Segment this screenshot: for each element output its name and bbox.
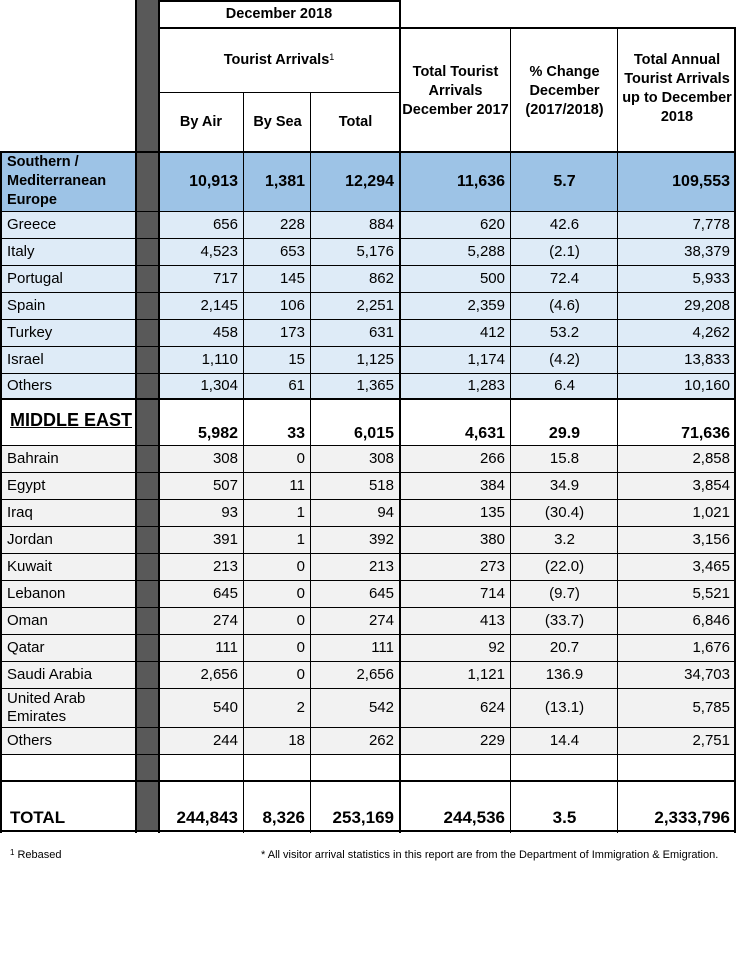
europe-summary-air: 10,913 xyxy=(189,172,238,190)
europe-row-others-prev: 1,283 xyxy=(467,377,505,394)
annual-header: Total Annual Tourist Arrivals up to December 2018 xyxy=(622,52,732,125)
europe-row-italy-air: 4,523 xyxy=(200,242,238,260)
me-row-lebanon-label: Lebanon xyxy=(7,584,66,602)
me-row-kuwait-label: Kuwait xyxy=(7,557,53,575)
europe-row-israel-total: 1,125 xyxy=(356,350,394,368)
europe-row-others-label: Others xyxy=(7,377,53,394)
grid-line xyxy=(399,0,401,833)
europe-row-israel-label: Israel xyxy=(7,350,44,368)
europe-row-portugal-total: 862 xyxy=(368,269,394,287)
grid-line xyxy=(0,526,736,527)
grid-line xyxy=(0,445,736,446)
europe-row-israel-sea: 15 xyxy=(288,350,305,368)
me-row-others-annual: 2,751 xyxy=(692,731,730,749)
me-row-oman-sea: 0 xyxy=(296,611,305,629)
me-row-bahrain-pct: 15.8 xyxy=(549,449,580,467)
me-row-jordan-air: 391 xyxy=(212,530,238,548)
me-row-bahrain-total: 308 xyxy=(368,449,394,467)
me-row-iraq-label: Iraq xyxy=(7,503,33,521)
europe-row-greece-prev: 620 xyxy=(479,215,505,233)
me-row-bahrain-annual: 2,858 xyxy=(692,449,730,467)
grid-line xyxy=(510,28,511,833)
gray-separator-column xyxy=(137,0,158,831)
me-row-oman-air: 274 xyxy=(212,611,238,629)
me-row-united-arab-emirates-label: United Arab Emirates xyxy=(7,689,86,725)
europe-row-turkey-air: 458 xyxy=(212,323,238,341)
me-row-qatar-label: Qatar xyxy=(7,638,45,656)
middle-east-label: MIDDLE EAST xyxy=(10,410,133,430)
europe-summary-label: Southern / Mediterranean Europe xyxy=(7,154,107,208)
tourist-arrivals-label: Tourist Arrivals xyxy=(223,51,330,68)
europe-row-portugal-pct: 72.4 xyxy=(549,269,580,287)
europe-row-spain-annual: 29,208 xyxy=(684,296,730,314)
europe-row-portugal-label: Portugal xyxy=(7,269,63,287)
me-row-saudi-arabia-annual: 34,703 xyxy=(684,665,730,683)
europe-row-italy-prev: 5,288 xyxy=(467,242,505,260)
me-row-bahrain-prev: 266 xyxy=(479,449,505,467)
europe-row-turkey-pct: 53.2 xyxy=(549,323,580,341)
europe-row-greece-sea: 228 xyxy=(279,215,305,233)
grid-line xyxy=(158,0,401,2)
europe-summary-pct: 5.7 xyxy=(553,172,576,190)
grid-line xyxy=(0,607,736,608)
me-row-united-arab-emirates-sea: 2 xyxy=(296,698,305,716)
me-row-united-arab-emirates-total: 542 xyxy=(368,698,394,716)
europe-row-others-sea: 61 xyxy=(288,377,305,394)
me-row-iraq-sea: 1 xyxy=(296,503,305,521)
grid-line xyxy=(0,553,736,554)
me-row-bahrain-sea: 0 xyxy=(296,449,305,467)
europe-row-italy-pct: (2.1) xyxy=(549,242,580,260)
middle-east-summary-total: 6,015 xyxy=(353,425,394,442)
grid-line xyxy=(0,152,2,833)
europe-row-others-annual: 10,160 xyxy=(684,377,730,394)
grid-line xyxy=(0,634,736,635)
europe-row-italy-label: Italy xyxy=(7,242,35,260)
grid-line xyxy=(0,727,736,728)
me-row-lebanon-total: 645 xyxy=(368,584,394,602)
me-row-others-total: 262 xyxy=(368,731,394,749)
me-row-lebanon-air: 645 xyxy=(212,584,238,602)
me-row-united-arab-emirates-annual: 5,785 xyxy=(692,698,730,716)
me-row-kuwait-total: 213 xyxy=(368,557,394,575)
me-row-jordan-prev: 380 xyxy=(479,530,505,548)
me-row-jordan-total: 392 xyxy=(368,530,394,548)
by-sea-header: By Sea xyxy=(253,113,302,130)
me-row-oman-annual: 6,846 xyxy=(692,611,730,629)
me-row-jordan-sea: 1 xyxy=(296,530,305,548)
me-row-egypt-air: 507 xyxy=(212,476,238,494)
grid-line xyxy=(0,238,736,239)
me-row-kuwait-pct: (22.0) xyxy=(544,557,585,575)
middle-east-summary-sea: 33 xyxy=(287,425,305,442)
europe-row-israel-pct: (4.2) xyxy=(549,350,580,368)
europe-row-portugal-prev: 500 xyxy=(479,269,505,287)
rebased-footnote-marker: 1 xyxy=(329,51,335,62)
source-note: * All visitor arrival statistics in this report are from the Department of Immigration & Emigration. xyxy=(261,849,719,861)
europe-row-israel-prev: 1,174 xyxy=(467,350,505,368)
total-row-air: 244,843 xyxy=(176,808,238,827)
europe-row-others-air: 1,304 xyxy=(200,377,238,394)
me-row-qatar-annual: 1,676 xyxy=(692,638,730,656)
grid-line xyxy=(158,0,160,833)
pct-change-header: % Change December (2017/2018) xyxy=(525,63,604,118)
europe-row-greece-total: 884 xyxy=(368,215,394,233)
me-row-qatar-pct: 20.7 xyxy=(549,638,580,656)
europe-summary-total: 12,294 xyxy=(345,172,394,190)
europe-row-others-total: 1,365 xyxy=(356,377,394,394)
me-row-others-sea: 18 xyxy=(288,731,305,749)
europe-row-greece-pct: 42.6 xyxy=(549,215,580,233)
middle-east-summary-pct: 29.9 xyxy=(548,425,581,442)
grid-line xyxy=(0,830,736,832)
me-row-oman-prev: 413 xyxy=(479,611,505,629)
total-2017-header: Total Tourist Arrivals December 2017 xyxy=(402,63,509,118)
europe-row-greece-air: 656 xyxy=(212,215,238,233)
me-row-iraq-pct: (30.4) xyxy=(544,503,585,521)
me-row-oman-total: 274 xyxy=(368,611,394,629)
middle-east-summary-annual: 71,636 xyxy=(681,425,730,442)
grid-line xyxy=(0,265,736,266)
europe-summary-annual: 109,553 xyxy=(672,172,730,190)
me-row-saudi-arabia-prev: 1,121 xyxy=(467,665,505,683)
me-row-kuwait-sea: 0 xyxy=(296,557,305,575)
me-row-kuwait-annual: 3,465 xyxy=(692,557,730,575)
europe-row-others-pct: 6.4 xyxy=(554,377,575,394)
me-row-oman-pct: (33.7) xyxy=(544,611,585,629)
me-row-united-arab-emirates-air: 540 xyxy=(212,698,238,716)
europe-row-turkey-label: Turkey xyxy=(7,323,53,341)
me-row-lebanon-sea: 0 xyxy=(296,584,305,602)
month-header: December 2018 xyxy=(225,5,333,22)
me-row-jordan-annual: 3,156 xyxy=(692,530,730,548)
europe-row-turkey-total: 631 xyxy=(368,323,394,341)
europe-summary-sea: 1,381 xyxy=(264,172,305,190)
me-row-jordan-label: Jordan xyxy=(7,530,53,548)
me-row-others-air: 244 xyxy=(212,731,238,749)
me-row-kuwait-prev: 273 xyxy=(479,557,505,575)
me-row-united-arab-emirates-pct: (13.1) xyxy=(544,698,585,716)
grid-line xyxy=(158,92,400,93)
me-row-others-prev: 229 xyxy=(479,731,505,749)
me-row-egypt-label: Egypt xyxy=(7,476,46,494)
grid-line xyxy=(310,92,311,833)
europe-row-israel-air: 1,110 xyxy=(201,350,238,368)
grid-line xyxy=(734,28,736,833)
europe-row-turkey-annual: 4,262 xyxy=(692,323,730,341)
me-row-egypt-annual: 3,854 xyxy=(692,476,730,494)
me-row-saudi-arabia-pct: 136.9 xyxy=(545,665,584,683)
me-row-qatar-air: 111 xyxy=(215,638,238,656)
grid-line xyxy=(0,211,736,212)
grid-line xyxy=(0,398,736,400)
grid-line xyxy=(0,292,736,293)
middle-east-summary-air: 5,982 xyxy=(197,425,238,442)
tourist-arrivals-header xyxy=(158,28,400,92)
total-row-sea: 8,326 xyxy=(262,808,305,827)
grid-line xyxy=(158,27,736,29)
europe-row-spain-pct: (4.6) xyxy=(549,296,580,314)
me-row-bahrain-label: Bahrain xyxy=(7,449,59,467)
europe-row-greece-annual: 7,778 xyxy=(692,215,730,233)
me-row-kuwait-air: 213 xyxy=(212,557,238,575)
grid-line xyxy=(135,0,137,833)
europe-row-portugal-sea: 145 xyxy=(279,269,305,287)
grid-line xyxy=(0,661,736,662)
grid-line xyxy=(0,319,736,320)
europe-row-portugal-air: 717 xyxy=(212,269,238,287)
me-row-qatar-prev: 92 xyxy=(488,638,505,656)
grid-line xyxy=(0,580,736,581)
me-row-lebanon-prev: 714 xyxy=(479,584,505,602)
me-row-lebanon-annual: 5,521 xyxy=(692,584,730,602)
grid-line xyxy=(0,346,736,347)
me-row-saudi-arabia-total: 2,656 xyxy=(356,665,394,683)
middle-east-summary-prev: 4,631 xyxy=(464,425,505,442)
me-row-oman-label: Oman xyxy=(7,611,48,629)
europe-row-greece-label: Greece xyxy=(7,215,57,233)
me-row-saudi-arabia-sea: 0 xyxy=(296,665,305,683)
me-row-lebanon-pct: (9.7) xyxy=(549,584,580,602)
me-row-egypt-prev: 384 xyxy=(479,476,505,494)
me-row-qatar-sea: 0 xyxy=(296,638,305,656)
footnote-marker: 1 xyxy=(10,848,15,857)
europe-row-spain-air: 2,145 xyxy=(200,296,238,314)
grid-line xyxy=(0,754,736,755)
europe-row-italy-sea: 653 xyxy=(279,242,305,260)
total-row-total: 253,169 xyxy=(332,808,394,827)
me-row-others-pct: 14.4 xyxy=(549,731,580,749)
europe-row-turkey-sea: 173 xyxy=(279,323,305,341)
europe-row-italy-total: 5,176 xyxy=(356,242,394,260)
europe-row-israel-annual: 13,833 xyxy=(684,350,730,368)
me-row-saudi-arabia-label: Saudi Arabia xyxy=(7,665,93,683)
total-row-prev: 244,536 xyxy=(443,808,505,827)
grid-line xyxy=(0,373,736,374)
me-row-iraq-total: 94 xyxy=(377,503,394,521)
europe-row-turkey-prev: 412 xyxy=(479,323,505,341)
me-row-iraq-prev: 135 xyxy=(479,503,505,521)
me-row-iraq-annual: 1,021 xyxy=(692,503,730,521)
grid-line xyxy=(0,151,736,153)
total-row-label: TOTAL xyxy=(10,808,66,827)
me-row-bahrain-air: 308 xyxy=(212,449,238,467)
total-row-annual: 2,333,796 xyxy=(654,808,730,827)
europe-row-spain-prev: 2,359 xyxy=(467,296,505,314)
europe-row-spain-sea: 106 xyxy=(279,296,305,314)
me-row-egypt-pct: 34.9 xyxy=(549,476,580,494)
me-row-qatar-total: 111 xyxy=(371,638,394,656)
grid-line xyxy=(617,28,618,833)
me-row-others-label: Others xyxy=(7,731,53,749)
grid-line xyxy=(243,92,244,833)
footnote-text: Rebased xyxy=(17,849,62,861)
by-air-header: By Air xyxy=(179,113,223,130)
me-row-egypt-sea: 11 xyxy=(289,476,305,494)
europe-row-spain-label: Spain xyxy=(7,296,46,314)
total-header: Total xyxy=(338,113,373,130)
total-row-pct: 3.5 xyxy=(552,808,577,827)
footnote-rebased xyxy=(10,846,62,864)
me-row-jordan-pct: 3.2 xyxy=(554,530,575,548)
grid-line xyxy=(0,780,736,782)
europe-row-portugal-annual: 5,933 xyxy=(692,269,730,287)
me-row-iraq-air: 93 xyxy=(221,503,238,521)
grid-line xyxy=(0,499,736,500)
grid-line xyxy=(0,688,736,689)
me-row-united-arab-emirates-prev: 624 xyxy=(479,698,505,716)
grid-line xyxy=(0,472,736,473)
me-row-egypt-total: 518 xyxy=(368,476,394,494)
me-row-saudi-arabia-air: 2,656 xyxy=(200,665,238,683)
europe-row-italy-annual: 38,379 xyxy=(684,242,730,260)
europe-summary-prev: 11,636 xyxy=(456,172,505,190)
europe-row-spain-total: 2,251 xyxy=(356,296,394,314)
